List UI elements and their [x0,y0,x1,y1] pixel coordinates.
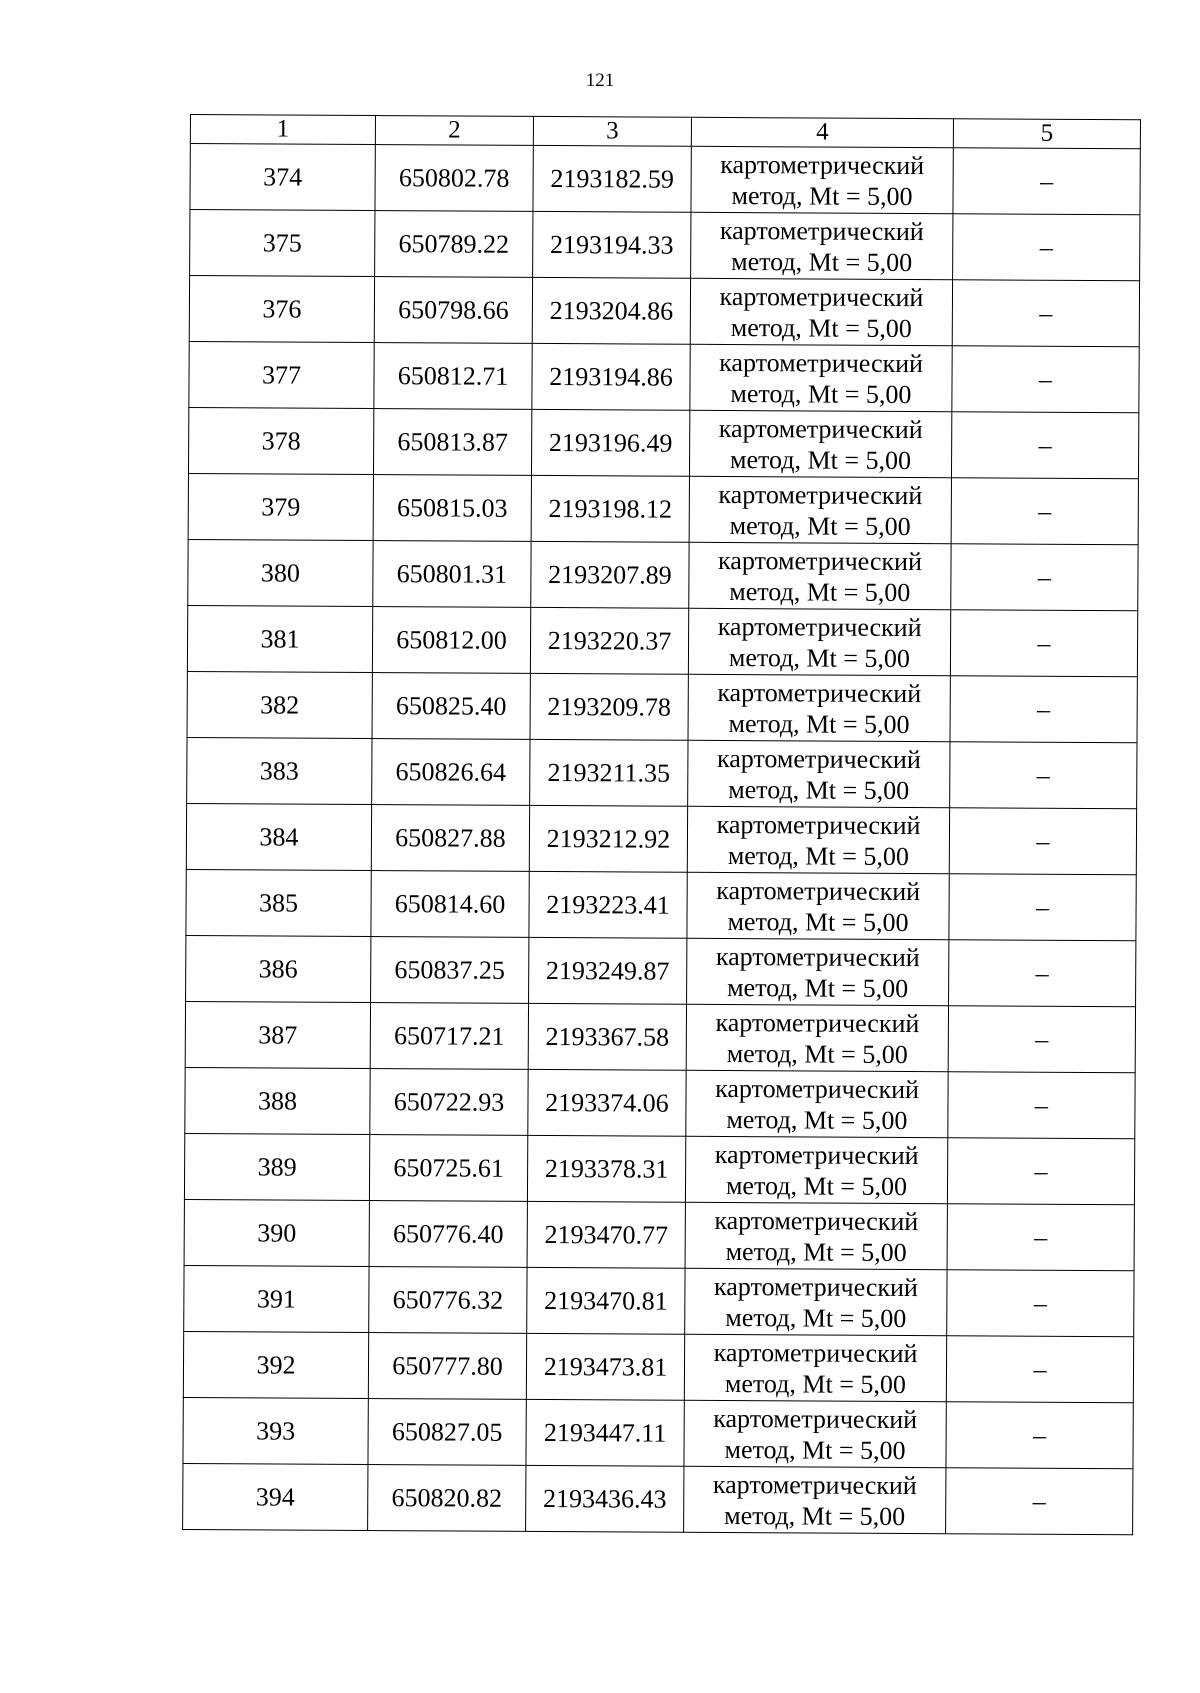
note-cell: – [949,874,1136,941]
y-coordinate-cell: 2193196.49 [531,409,689,476]
table-row [187,737,1137,808]
x-coordinate-cell: 650813.87 [373,409,531,476]
note-cell: – [950,742,1137,809]
method-cell: картометрический метод, Mt = 5,00 [689,410,951,477]
x-coordinate-cell: 650825.40 [372,673,530,740]
table-row [188,407,1138,478]
method-cell: картометрический метод, Mt = 5,00 [690,344,952,411]
table-row [186,869,1136,940]
x-coordinate-cell: 650802.78 [375,145,533,212]
method-cell: картометрический метод, Mt = 5,00 [684,1466,946,1533]
method-cell: картометрический метод, Mt = 5,00 [689,476,951,543]
method-cell: картометрический метод, Mt = 5,00 [687,806,949,873]
x-coordinate-cell: 650776.40 [369,1201,527,1268]
y-coordinate-cell: 2193207.89 [531,541,689,608]
note-cell: – [946,1468,1133,1535]
method-cell: картометрический метод, Mt = 5,00 [687,872,949,939]
note-cell: – [947,1270,1134,1337]
x-coordinate-cell: 650827.88 [371,805,529,872]
column-header: 1 [190,115,375,145]
point-number-cell: 394 [183,1463,368,1530]
x-coordinate-cell: 650827.05 [368,1399,526,1466]
table-row [187,605,1137,676]
table-row [189,276,1139,347]
point-number-cell: 375 [190,210,375,277]
y-coordinate-cell: 2193367.58 [528,1003,686,1070]
method-cell: картометрический метод, Mt = 5,00 [686,1004,948,1071]
point-number-cell: 382 [187,671,372,738]
y-coordinate-cell: 2193204.86 [532,277,690,344]
note-cell: – [946,1402,1133,1469]
x-coordinate-cell: 650776.32 [369,1267,527,1334]
note-cell: – [948,1072,1135,1139]
note-cell: – [951,412,1138,479]
point-number-cell: 383 [187,737,372,804]
note-cell: – [949,808,1136,875]
table-body [183,144,1141,1535]
note-cell: – [952,280,1139,347]
method-cell: картометрический метод, Mt = 5,00 [687,938,949,1005]
y-coordinate-cell: 2193220.37 [530,607,688,674]
x-coordinate-cell: 650814.60 [371,871,529,938]
table-row [184,1199,1134,1270]
x-coordinate-cell: 650717.21 [370,1003,528,1070]
method-cell: картометрический метод, Mt = 5,00 [689,542,951,609]
coordinates-table [182,114,1141,1535]
note-cell: – [950,676,1137,743]
note-cell: – [949,940,1136,1007]
x-coordinate-cell: 650826.64 [372,739,530,806]
y-coordinate-cell: 2193212.92 [529,805,687,872]
y-coordinate-cell: 2193198.12 [531,475,689,542]
y-coordinate-cell: 2193470.81 [527,1267,685,1334]
x-coordinate-cell: 650820.82 [368,1465,526,1532]
column-header: 4 [691,117,953,147]
method-cell: картометрический метод, Mt = 5,00 [691,146,953,213]
y-coordinate-cell: 2193436.43 [526,1465,684,1532]
y-coordinate-cell: 2193374.06 [528,1069,686,1136]
point-number-cell: 388 [185,1067,370,1134]
point-number-cell: 378 [188,407,373,474]
x-coordinate-cell: 650777.80 [368,1333,526,1400]
method-cell: картометрический метод, Mt = 5,00 [684,1400,946,1467]
note-cell: – [951,544,1138,611]
x-coordinate-cell: 650801.31 [373,541,531,608]
method-cell: картометрический метод, Mt = 5,00 [684,1334,946,1401]
column-header: 2 [375,116,533,146]
table-row [190,210,1140,281]
x-coordinate-cell: 650812.71 [374,343,532,410]
method-cell: картометрический метод, Mt = 5,00 [685,1268,947,1335]
note-cell: – [952,346,1139,413]
y-coordinate-cell: 2193447.11 [526,1399,684,1466]
column-header: 3 [533,116,691,146]
table-row [185,1067,1135,1138]
point-number-cell: 377 [189,341,374,408]
table-row [188,539,1138,610]
table-row [184,1133,1134,1204]
x-coordinate-cell: 650837.25 [371,937,529,1004]
note-cell: – [950,610,1137,677]
point-number-cell: 384 [186,803,371,870]
x-coordinate-cell: 650789.22 [375,211,533,278]
point-number-cell: 389 [184,1133,369,1200]
point-number-cell: 392 [183,1331,368,1398]
table-row [183,1463,1133,1534]
point-number-cell: 387 [185,1001,370,1068]
note-cell: – [948,1006,1135,1073]
method-cell: картометрический метод, Mt = 5,00 [685,1136,947,1203]
table-row [187,671,1137,742]
point-number-cell: 379 [188,473,373,540]
note-cell: – [953,214,1140,281]
table-row [186,935,1136,1006]
note-cell: – [953,148,1140,215]
method-cell: картометрический метод, Mt = 5,00 [688,608,950,675]
method-cell: картометрический метод, Mt = 5,00 [688,740,950,807]
x-coordinate-cell: 650725.61 [369,1135,527,1202]
point-number-cell: 390 [184,1199,369,1266]
point-number-cell: 380 [188,539,373,606]
method-cell: картометрический метод, Mt = 5,00 [691,212,953,279]
table-row [189,341,1139,412]
table-row [186,803,1136,874]
y-coordinate-cell: 2193209.78 [530,673,688,740]
point-number-cell: 385 [186,869,371,936]
x-coordinate-cell: 650812.00 [372,607,530,674]
x-coordinate-cell: 650798.66 [374,277,532,344]
y-coordinate-cell: 2193194.33 [533,211,691,278]
method-cell: картометрический метод, Mt = 5,00 [690,278,952,345]
y-coordinate-cell: 2193473.81 [526,1333,684,1400]
point-number-cell: 374 [190,144,375,211]
y-coordinate-cell: 2193378.31 [527,1135,685,1202]
point-number-cell: 393 [183,1397,368,1464]
method-cell: картометрический метод, Mt = 5,00 [685,1202,947,1269]
table-row [183,1397,1133,1468]
y-coordinate-cell: 2193249.87 [529,937,687,1004]
note-cell: – [947,1138,1134,1205]
note-cell: – [951,478,1138,545]
y-coordinate-cell: 2193223.41 [529,871,687,938]
y-coordinate-cell: 2193182.59 [533,145,691,212]
page-number: 121 [585,70,615,91]
note-cell: – [947,1204,1134,1271]
y-coordinate-cell: 2193211.35 [530,739,688,806]
point-number-cell: 391 [184,1265,369,1332]
table-row [183,1331,1133,1402]
x-coordinate-cell: 650722.93 [370,1069,528,1136]
x-coordinate-cell: 650815.03 [373,475,531,542]
column-header: 5 [953,119,1140,149]
point-number-cell: 376 [189,276,374,343]
note-cell: – [946,1336,1133,1403]
method-cell: картометрический метод, Mt = 5,00 [688,674,950,741]
table-row [185,1001,1135,1072]
method-cell: картометрический метод, Mt = 5,00 [686,1070,948,1137]
point-number-cell: 386 [186,935,371,1002]
point-number-cell: 381 [187,605,372,672]
table-row [184,1265,1134,1336]
table-row [188,473,1138,544]
y-coordinate-cell: 2193194.86 [532,343,690,410]
y-coordinate-cell: 2193470.77 [527,1201,685,1268]
table-row [190,144,1140,215]
